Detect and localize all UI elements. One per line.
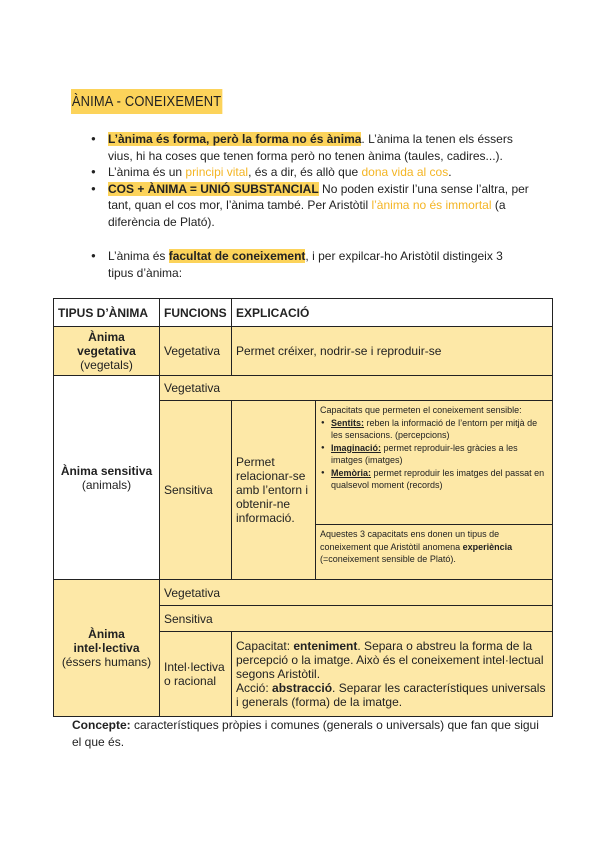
bullet-text: , i per expilcar-ho Aristòtil distingeix 3 tipus d’ànima:: [108, 249, 503, 280]
type-sub: (vegetals): [80, 358, 133, 372]
capacitats-intro: Capacitats que permeten el coneixement sensible:: [320, 405, 522, 415]
capacitats-list: [320, 417, 548, 492]
principi-vital-orange: principi vital: [185, 165, 249, 179]
cap-name: Imaginació:: [331, 442, 382, 453]
type-label: Ànima sensitiva: [60, 463, 153, 478]
cell-capacitats: [316, 401, 553, 525]
table-row-sensitiva-veg: [54, 376, 553, 401]
bullet-text: .: [448, 165, 452, 179]
cell-func-sensitiva: Sensitiva: [160, 401, 232, 580]
exp-text: Aquestes 3 capacitats ens donen un tipus de coneixement que Aristòtil anomena: [320, 529, 500, 552]
forma-highlight: L’ànima és forma, però la forma no és ànima: [108, 132, 362, 146]
cell-anima-sensitiva: [54, 376, 160, 580]
bullet-facultat: [91, 248, 531, 281]
cell-expl-vegetativa: Permet créixer, nodrir-se i reproduir-se: [232, 327, 553, 376]
bullet-text: No poden existir l’una sense l’altra, per tant, quan el cos mor, l’ànima també. Per Aristòtil: [108, 181, 529, 212]
bullet-text: L’ànima és: [108, 249, 169, 263]
cell-func-sens-vegetativa: Vegetativa: [160, 376, 553, 401]
cell-func-vegetativa: Vegetativa: [160, 327, 232, 376]
header-tipus: TIPUS D’ÀNIMA: [54, 299, 160, 327]
bullet-unio-substancial: [91, 181, 531, 231]
cell-func-intellectiva: Intel·lectiva o racional: [160, 632, 232, 717]
concept-text: característiques pròpies i comunes (generals o universals) que fan que sigui el que és.: [72, 718, 539, 749]
list-item: [320, 467, 548, 492]
table-row-intel-veg: [54, 580, 553, 606]
cell-func-int-sensitiva: Sensitiva: [160, 606, 553, 632]
concept-definition: [72, 717, 542, 751]
type-label: Ànima: [88, 627, 125, 641]
expl-bold: enteniment: [293, 639, 358, 653]
header-explicacio: EXPLICACIÓ: [232, 299, 553, 327]
exp-bold: experiència: [462, 541, 513, 552]
cap-text: permet reproduir-les gràcies a les imatges (imatges): [331, 442, 518, 465]
expl-text: Capacitat:: [236, 639, 294, 653]
facultat-highlight: facultat de coneixement: [168, 249, 306, 263]
cell-anima-intellectiva: [54, 580, 160, 717]
type-label: Ànima vegetativa: [77, 330, 136, 358]
unio-highlight: COS + ÀNIMA = UNIÓ SUBSTANCIAL: [108, 181, 319, 196]
table-row-vegetativa: [54, 327, 553, 376]
type-sub: (éssers humans): [61, 655, 152, 669]
table-header-row: [54, 299, 553, 327]
bullet-text: (a diferència de Plató).: [108, 198, 506, 229]
cell-expl-sensitiva: Permet relacionar-se amb l’entorn i obtenir-ne informació.: [232, 401, 316, 580]
concept-label: Concepte:: [72, 718, 131, 732]
list-item: [320, 442, 548, 467]
anima-table: [53, 298, 553, 717]
cap-text: reben la informació de l’entorn per mitjà de les sensacions. (percepcions): [331, 417, 538, 440]
cell-anima-vegetativa: [54, 327, 160, 376]
page-title: ÀNIMA - CONEIXEMENT: [71, 89, 222, 114]
cap-name: Memòria:: [331, 467, 372, 478]
cell-func-int-vegetativa: Vegetativa: [160, 580, 553, 606]
facultat-bullet-list: [91, 248, 531, 281]
expl-text: . Separa o abstreu la forma de la percepció o la imatge. Això és el coneixement intel·lectual segons Aristòtil.: [236, 639, 544, 681]
no-immortal-orange: l’ànima no és immortal: [371, 198, 492, 212]
expl-text: . Separar les característiques universals i generals (forma) de la imatge.: [236, 681, 546, 709]
type-label: intel·lectiva: [73, 641, 140, 655]
expl-text: Acció:: [236, 681, 273, 695]
exp-text: (=coneixement sensible de Plató).: [320, 554, 456, 564]
bullet-principi-vital: [91, 164, 531, 181]
bullet-text: L’ànima és un: [108, 165, 186, 179]
intro-bullet-list: [91, 131, 531, 230]
header-funcions: FUNCIONS: [160, 299, 232, 327]
bullet-forma: [91, 131, 531, 164]
cap-name: Sentits:: [331, 417, 365, 428]
type-sub: (animals): [81, 477, 132, 492]
expl-bold: abstracció: [272, 681, 333, 695]
cell-expl-intellectiva: [232, 632, 553, 717]
bullet-text: . L’ànima la tenen els éssers vius, hi ha coses que tenen forma però no tenen ànima (taules, cadires...).: [108, 132, 513, 163]
cell-experiencia: [316, 525, 553, 580]
cap-text: permet reproduir les imatges del passat en qualsevol moment (records): [331, 467, 545, 490]
dona-vida-orange: dona vida al cos: [361, 165, 449, 179]
list-item: [320, 417, 548, 442]
bullet-text: , és a dir, és allò que: [248, 165, 362, 179]
